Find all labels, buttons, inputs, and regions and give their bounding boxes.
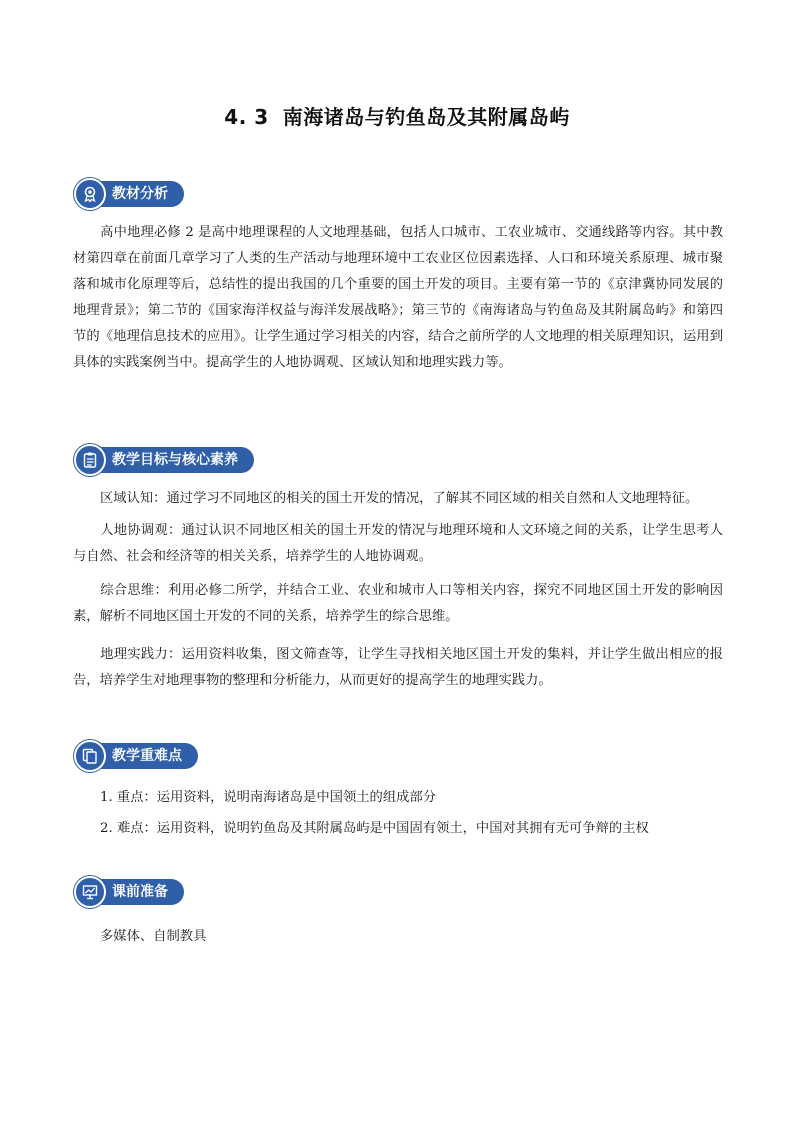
analysis-body: 高中地理必修 2 是高中地理课程的人文地理基础，包括人口城市、工农业城市、交通线路等内容。其中教材第四章在前面几章学习了人类的生产活动与地理环境中工农业区位因素选择、人口和环境关系原理、城市聚落和城市化原理等后，总结性的提出我国的几个重要的国土开发的项目。主要有第一节的《京津冀协同发展的地理背景》；第二节的《国家海洋权益与海洋发展战略》；第三节的《南海诸岛与钓鱼岛及其附属岛屿》和第四节的《地理信息技术的应用》。让学生通过学习相关的内容，结合之前所学的人文地理的相关原理知识，运用到具体的实践案例当中。提高学生的人地协调观、区域认知和地理实践力等。	[73, 225, 723, 370]
goal-item	[73, 578, 723, 630]
documents-icon	[74, 740, 106, 772]
clipboard-list-icon	[74, 444, 106, 476]
goal-practical-ability: 地理实践力：运用资料收集，图文筛查等，让学生寻找相关地区国土开发的集料，并让学生做出相应的报告，培养学生对地理事物的整理和分析能力，从而更好的提高学生的地理实践力。	[73, 647, 723, 688]
goal-human-land-harmony: 人地协调观：通过认识不同地区相关的国土开发的情况与地理环境和人文环境之间的关系，让学生思考人与自然、社会和经济等的相关关系，培养学生的人地协调观。	[73, 523, 723, 564]
section-heading-analysis: 教材分析	[90, 181, 184, 207]
page-title	[0, 101, 794, 130]
goal-item	[73, 642, 723, 694]
title-text: 南海诸岛与钓鱼岛及其附属岛屿	[282, 105, 570, 129]
section-heading-prep: 课前准备	[90, 879, 184, 905]
goal-regional-cognition: 区域认知：通过学习不同地区的相关的国土开发的情况，了解其不同区域的相关自然和人文地理特征。	[100, 491, 699, 506]
section-heading-keypoints: 教学重难点	[90, 743, 198, 769]
award-ribbon-icon	[74, 178, 106, 210]
analysis-paragraph	[73, 220, 723, 376]
keypoint-item: 2. 难点：运用资料，说明钓鱼岛及其附属岛屿是中国固有领土，中国对其拥有无可争辩的主权	[100, 821, 649, 836]
goal-item	[73, 486, 723, 512]
prep-body: 多媒体、自制教具	[100, 929, 207, 944]
goal-comprehensive-thinking: 综合思维：利用必修二所学，并结合工业、农业和城市人口等相关内容，探究不同地区国土开发的影响因素，解析不同地区国土开发的不同的关系，培养学生的综合思维。	[73, 583, 723, 624]
goal-item	[73, 518, 723, 570]
title-number: 4. 3	[224, 105, 269, 129]
presentation-chart-icon	[74, 876, 106, 908]
section-heading-goals: 教学目标与核心素养	[90, 447, 254, 473]
keypoint-item: 1. 重点：运用资料，说明南海诸岛是中国领土的组成部分	[100, 790, 437, 805]
